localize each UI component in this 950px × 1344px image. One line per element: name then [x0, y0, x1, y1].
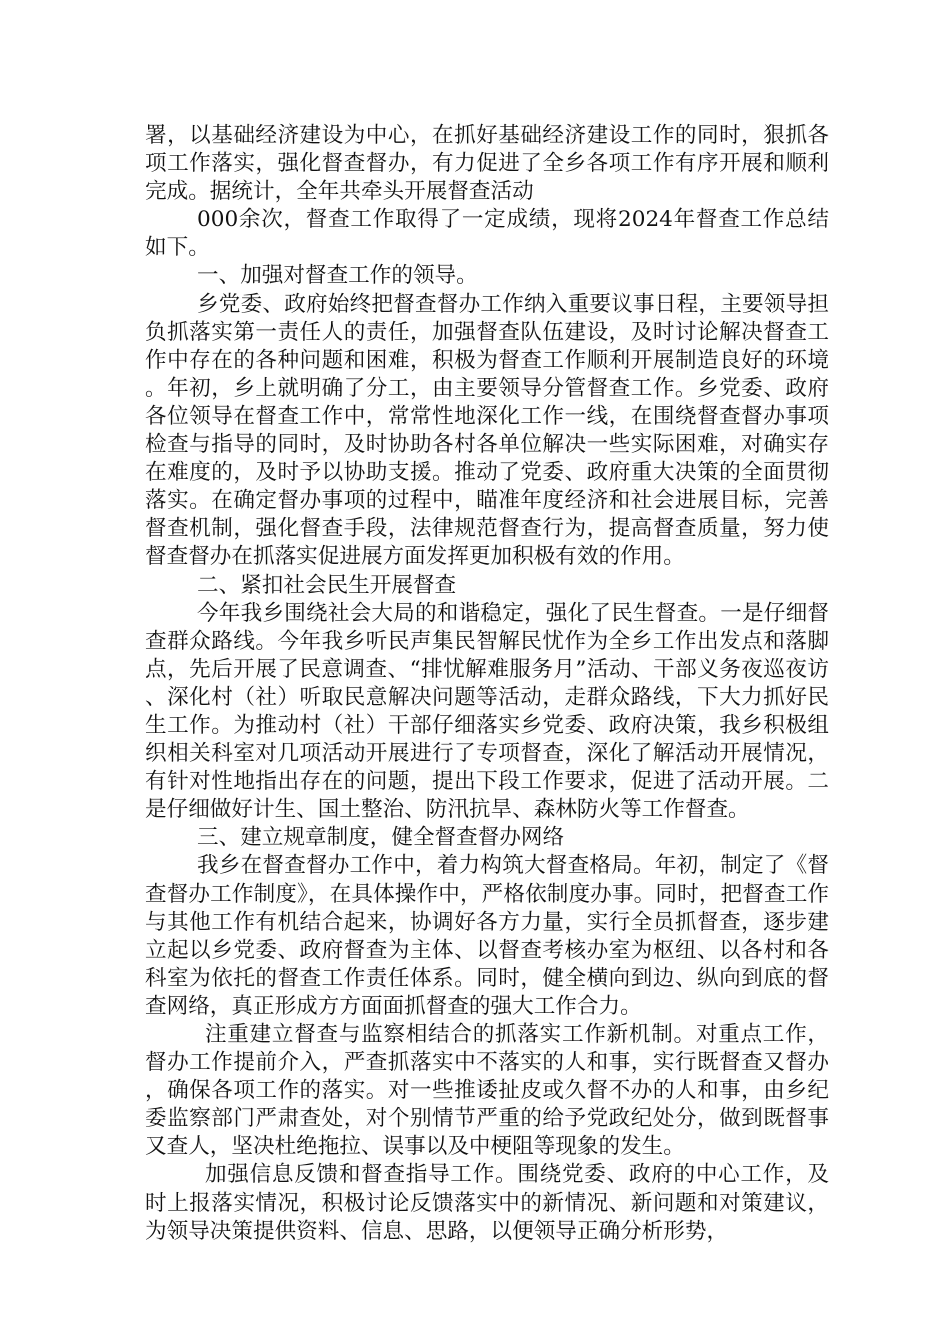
document-page	[145, 122, 829, 1246]
paragraph-supervision-mechanism: 注重建立督查与监察相结合的抓落实工作新机制。对重点工作，督办工作提前介入，严查抓落实中不落实的人和事，实行既督查又督办，确保各项工作的落实。对一些推诿扯皮或久督不办的人和事，由乡纪委监察部门严肃查处，对个别情节严重的给予党政纪处分，做到既督事又查人，坚决杜绝拖拉、误事以及中梗阻等现象的发生。	[145, 1022, 829, 1160]
paragraph-section-1-body: 乡党委、政府始终把督查督办工作纳入重要议事日程，主要领导担负抓落实第一责任人的责任，加强督查队伍建设，及时讨论解决督查工作中存在的各种问题和困难，积极为督查工作顺利开展制造良好的环境。年初，乡上就明确了分工，由主要领导分管督查工作。乡党委、政府各位领导在督查工作中，常常性地深化工作一线，在围绕督查督办事项检查与指导的同时，及时协助各村各单位解决一些实际困难，对确实存在难度的，及时予以协助支援。推动了党委、政府重大决策的全面贯彻落实。在确定督办事项的过程中，瞄准年度经济和社会进展目标，完善督查机制，强化督查手段，法律规范督查行为，提高督查质量，努力使督查督办在抓落实促进展方面发挥更加积极有效的作用。	[145, 291, 829, 570]
paragraph-summary-statement: 000余次，督查工作取得了一定成绩，现将2024年督查工作总结如下。	[145, 207, 829, 261]
section-heading-2: 二、紧扣社会民生开展督查	[197, 572, 457, 598]
section-heading-3: 三、建立规章制度，健全督查督办网络	[197, 825, 565, 851]
paragraph-section-2-body: 今年我乡围绕社会大局的和谐稳定，强化了民生督查。一是仔细督查群众路线。今年我乡听民声集民智解民忧作为全乡工作出发点和落脚点，先后开展了民意调查、“排忧解难服务月”活动、干部义务夜巡夜访、深化村（社）听取民意解决问题等活动，走群众路线，下大力抓好民生工作。为推动村（社）干部仔细落实乡党委、政府决策，我乡积极组织相关科室对几项活动开展进行了专项督查，深化了解活动开展情况，有针对性地指出存在的问题，提出下段工作要求，促进了活动开展。二是仔细做好计生、国土整治、防汛抗旱、森林防火等工作督查。	[145, 600, 829, 823]
paragraph-section-3-body: 我乡在督查督办工作中，着力构筑大督查格局。年初，制定了《督查督办工作制度》，在具体操作中，严格依制度办事。同时，把督查工作与其他工作有机结合起来，协调好各方力量，实行全员抓督查，逐步建立起以乡党委、政府督查为主体、以督查考核办室为枢纽、以各村和各科室为依托的督查工作责任体系。同时，健全横向到边、纵向到底的督查网络，真正形成方方面面抓督查的强大工作合力。	[145, 853, 829, 1019]
paragraph-intro-continuation: 署，以基础经济建设为中心，在抓好基础经济建设工作的同时，狠抓各项工作落实，强化督查督办，有力促进了全乡各项工作有序开展和顺利完成。据统计，全年共牵头开展督查活动	[145, 123, 829, 205]
paragraph-information-feedback: 加强信息反馈和督查指导工作。围绕党委、政府的中心工作，及时上报落实情况，积极讨论反馈落实中的新情况、新问题和对策建议，为领导决策提供资料、信息、思路，以便领导正确分析形势，	[145, 1162, 829, 1244]
section-heading-1: 一、加强对督查工作的领导。	[197, 263, 478, 289]
